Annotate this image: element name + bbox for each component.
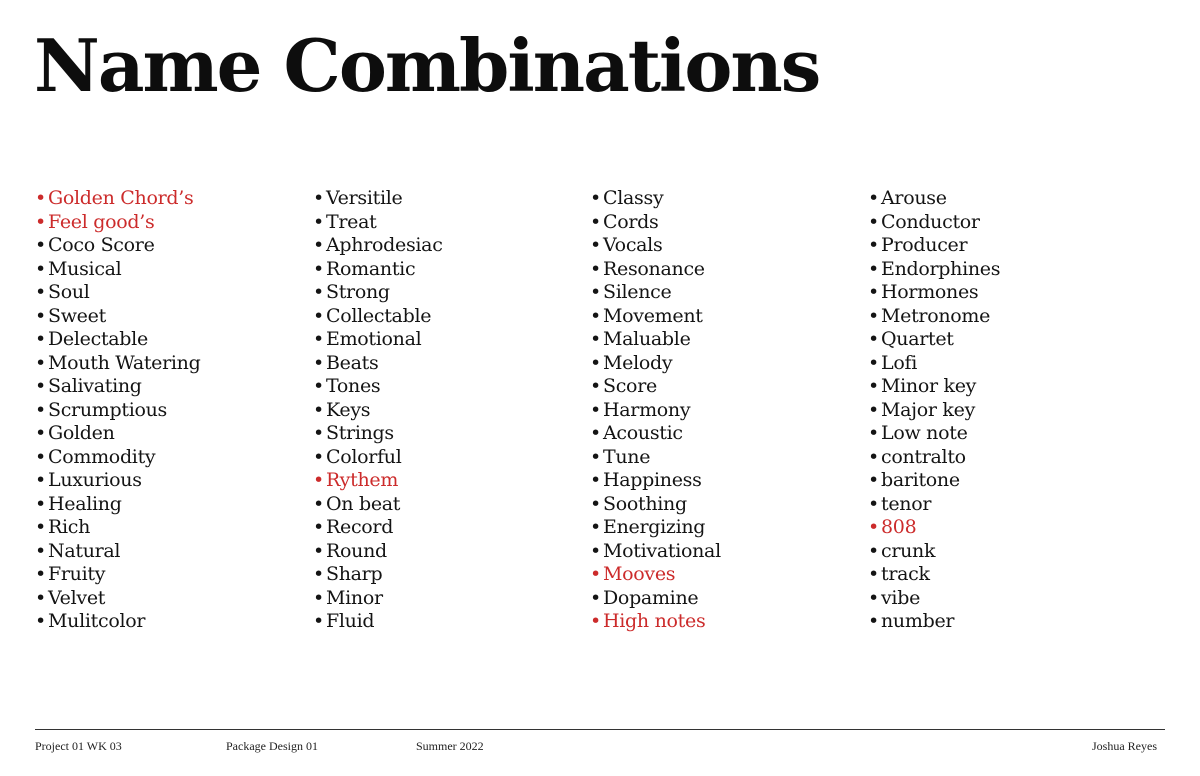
name-item [35,446,201,470]
bullet-icon: • [590,281,601,303]
name-item [868,399,1000,423]
bullet-icon: • [590,328,601,350]
name-item [313,258,443,282]
name-item-label: Minor key [881,375,977,397]
bullet-icon: • [35,563,46,585]
bullet-icon: • [590,210,601,233]
bullet-icon: • [313,492,324,515]
name-item [313,375,443,399]
name-item [313,305,443,329]
name-item-label: Natural [48,539,121,562]
footer-term: Summer 2022 [416,739,484,753]
name-item-label: Golden Chord’s [48,187,194,209]
bullet-icon: • [313,187,324,209]
bullet-icon: • [35,234,46,256]
name-item-label: Golden [48,422,115,444]
bullet-icon: • [590,187,601,209]
name-item-label: Emotional [326,328,422,350]
name-item [35,305,201,329]
bullet-icon: • [868,422,879,444]
bullet-icon: • [868,281,879,303]
name-item [868,422,1000,446]
name-item-label: Harmony [603,398,691,421]
name-item [590,422,721,446]
name-item-label: High notes [603,610,706,632]
name-item-label: Quartet [881,328,954,350]
name-item [313,352,443,376]
name-item [35,328,201,352]
bullet-icon: • [35,257,46,280]
bullet-icon: • [313,234,324,256]
bullet-icon: • [313,210,324,233]
name-item-label: Sharp [326,563,383,585]
name-item [868,258,1000,282]
name-item-label: Coco Score [48,234,155,256]
bullet-icon: • [868,187,879,209]
name-item [313,610,443,634]
bullet-icon: • [35,445,46,468]
name-item [868,587,1000,611]
name-item [590,258,721,282]
name-item [35,234,201,258]
name-item [868,540,1000,564]
name-item [35,516,201,540]
name-item-label: Soothing [603,492,687,515]
bullet-icon: • [590,257,601,280]
bullet-icon: • [868,516,879,538]
name-item [35,469,201,493]
name-item-label: Salivating [48,375,142,397]
bullet-icon: • [590,563,601,585]
bullet-icon: • [590,445,601,468]
bullet-icon: • [35,469,46,491]
name-item-label: On beat [326,492,401,515]
name-item [590,211,721,235]
name-item-label: crunk [881,539,936,562]
bullet-icon: • [590,234,601,256]
name-item [35,422,201,446]
name-item [590,234,721,258]
bullet-icon: • [35,351,46,374]
name-item-label: Feel good’s [48,210,155,233]
name-item [313,516,443,540]
bullet-icon: • [313,610,324,632]
name-item [35,563,201,587]
name-item [590,281,721,305]
bullet-icon: • [35,304,46,327]
name-item-label: tenor [881,492,932,515]
name-item [313,281,443,305]
name-item-label: Conductor [881,210,980,233]
name-item-label: Delectable [48,328,148,350]
bullet-icon: • [868,563,879,585]
name-item-label: number [881,610,955,632]
bullet-icon: • [868,210,879,233]
name-item [590,305,721,329]
name-item-highlighted [590,563,721,587]
name-item-label: Maluable [603,328,691,350]
bullet-icon: • [313,516,324,538]
bullet-icon: • [590,516,601,538]
bullet-icon: • [868,539,879,562]
name-item [868,234,1000,258]
name-item-label: track [881,563,930,585]
name-item [868,211,1000,235]
bullet-icon: • [313,586,324,609]
name-item-label: Dopamine [603,586,699,609]
name-item-label: Lofi [881,351,917,374]
name-item [35,258,201,282]
name-item [868,610,1000,634]
name-item-label: Commodity [48,445,156,468]
bullet-icon: • [35,328,46,350]
name-item-label: Score [603,375,657,397]
name-item [868,305,1000,329]
bullet-icon: • [868,375,879,397]
name-item [590,540,721,564]
bullet-icon: • [35,187,46,209]
bullet-icon: • [313,257,324,280]
name-item [590,328,721,352]
name-item-label: Strong [326,281,390,303]
name-item-label: Velvet [48,586,106,609]
name-item-label: vibe [881,586,921,609]
name-item-label: baritone [881,469,960,491]
bullet-icon: • [868,257,879,280]
name-item-label: Major key [881,398,976,421]
name-item-label: Minor [326,586,383,609]
name-item [590,446,721,470]
bullet-icon: • [35,516,46,538]
name-item [868,281,1000,305]
name-list-columns [35,187,1165,637]
name-item [313,211,443,235]
name-item-label: Metronome [881,304,991,327]
bullet-icon: • [868,398,879,421]
name-item [590,187,721,211]
name-item-label: Endorphines [881,257,1001,280]
bullet-icon: • [313,351,324,374]
name-item-label: Rythem [326,469,399,491]
name-item [868,328,1000,352]
name-item-label: Record [326,516,394,538]
name-item [313,422,443,446]
name-item-label: Collectable [326,304,432,327]
name-item-label: Producer [881,234,968,256]
name-item-label: Cords [603,210,659,233]
name-item-label: Acoustic [603,422,683,444]
bullet-icon: • [590,586,601,609]
bullet-icon: • [313,398,324,421]
bullet-icon: • [868,586,879,609]
bullet-icon: • [868,610,879,632]
name-item [313,399,443,423]
name-item [35,610,201,634]
name-item-highlighted [868,516,1000,540]
name-item-label: Mouth Watering [48,351,201,374]
name-item-label: Soul [48,281,90,303]
bullet-icon: • [868,234,879,256]
bullet-icon: • [35,281,46,303]
bullet-icon: • [868,304,879,327]
name-item-label: Sweet [48,304,106,327]
name-item-label: Mulitcolor [48,610,146,632]
name-item [590,493,721,517]
name-item [868,375,1000,399]
name-item-label: Strings [326,422,394,444]
name-item [35,281,201,305]
bullet-icon: • [868,469,879,491]
bullet-icon: • [35,539,46,562]
name-item [313,234,443,258]
name-item-highlighted [35,211,201,235]
name-column-2 [313,187,443,634]
name-item-label: 808 [881,516,917,538]
name-item [868,352,1000,376]
name-item-label: Healing [48,492,122,515]
name-item [313,587,443,611]
bullet-icon: • [313,304,324,327]
name-item [313,563,443,587]
footer-divider [35,729,1165,730]
bullet-icon: • [868,445,879,468]
bullet-icon: • [590,469,601,491]
bullet-icon: • [590,351,601,374]
name-item [35,399,201,423]
name-item-label: Rich [48,516,91,538]
name-item-label: Versitile [326,187,403,209]
name-item-label: contralto [881,445,966,468]
bullet-icon: • [590,398,601,421]
bullet-icon: • [590,539,601,562]
name-item-label: Arouse [881,187,947,209]
name-item-label: Scrumptious [48,398,167,421]
name-column-3 [590,187,721,634]
bullet-icon: • [313,422,324,444]
name-column-4 [868,187,1000,634]
name-item [35,352,201,376]
name-item-label: Melody [603,351,673,374]
bullet-icon: • [35,586,46,609]
name-item-label: Tune [603,445,651,468]
name-item-label: Round [326,539,387,562]
bullet-icon: • [313,328,324,350]
name-item [35,587,201,611]
page-title: Name Combinations [34,23,820,108]
name-item-label: Romantic [326,257,416,280]
bullet-icon: • [590,304,601,327]
name-item [868,563,1000,587]
name-item [313,187,443,211]
name-column-1 [35,187,201,634]
name-item-label: Luxurious [48,469,142,491]
name-item [313,446,443,470]
bullet-icon: • [35,610,46,632]
bullet-icon: • [313,469,324,491]
name-item [590,375,721,399]
name-item-label: Beats [326,351,379,374]
bullet-icon: • [313,563,324,585]
name-item [35,375,201,399]
name-item-highlighted [590,610,721,634]
bullet-icon: • [35,492,46,515]
name-item-highlighted [313,469,443,493]
name-item [590,587,721,611]
name-item [35,540,201,564]
name-item [868,446,1000,470]
name-item [590,469,721,493]
name-item-label: Aphrodesiac [326,234,443,256]
bullet-icon: • [313,281,324,303]
name-item-label: Fruity [48,563,106,585]
name-item-label: Happiness [603,469,702,491]
name-item [868,493,1000,517]
name-item-label: Colorful [326,445,402,468]
name-item-label: Treat [326,210,377,233]
bullet-icon: • [590,492,601,515]
bullet-icon: • [868,328,879,350]
bullet-icon: • [868,492,879,515]
bullet-icon: • [590,610,601,632]
name-item-highlighted [35,187,201,211]
bullet-icon: • [35,422,46,444]
name-item [590,516,721,540]
bullet-icon: • [313,539,324,562]
name-item-label: Resonance [603,257,705,280]
name-item-label: Keys [326,398,371,421]
name-item-label: Silence [603,281,672,303]
name-item-label: Fluid [326,610,375,632]
name-item [35,493,201,517]
name-item-label: Low note [881,422,968,444]
name-item [868,469,1000,493]
name-item-label: Mooves [603,563,676,585]
bullet-icon: • [313,375,324,397]
footer-course: Package Design 01 [226,739,318,753]
bullet-icon: • [590,375,601,397]
footer-author: Joshua Reyes [1092,739,1157,753]
bullet-icon: • [35,398,46,421]
bullet-icon: • [313,445,324,468]
name-item-label: Energizing [603,516,706,538]
footer-project: Project 01 WK 03 [35,739,122,753]
name-item-label: Classy [603,187,664,209]
name-item-label: Hormones [881,281,979,303]
name-item-label: Tones [326,375,381,397]
name-item-label: Vocals [603,234,663,256]
name-item [313,493,443,517]
name-item-label: Movement [603,304,703,327]
bullet-icon: • [35,375,46,397]
name-item-label: Musical [48,257,122,280]
bullet-icon: • [590,422,601,444]
name-item-label: Motivational [603,539,721,562]
bullet-icon: • [868,351,879,374]
name-item [313,328,443,352]
name-item [590,352,721,376]
name-item [590,399,721,423]
bullet-icon: • [35,210,46,233]
name-item [313,540,443,564]
name-item [868,187,1000,211]
